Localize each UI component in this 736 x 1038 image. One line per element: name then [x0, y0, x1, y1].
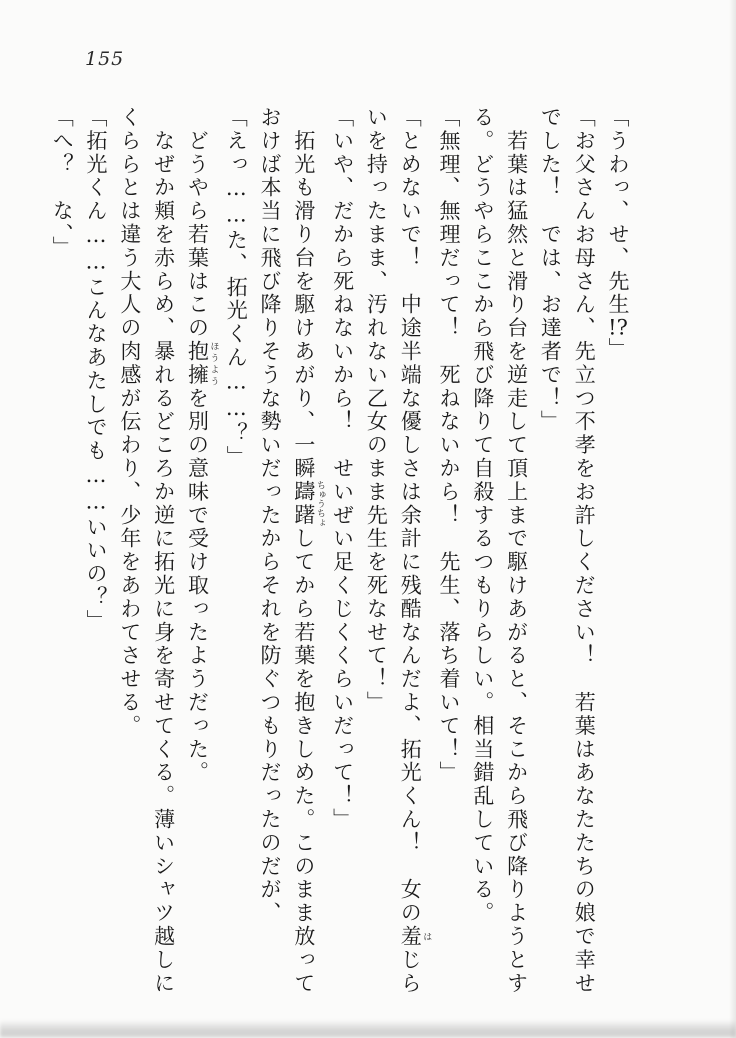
page-bottom-edge-shadow: [0, 1020, 736, 1038]
text-line: 「お父さんお母さん、先立つ不孝をお許しください！ 若葉はあなたたちの娘で幸せ: [572, 106, 597, 996]
text-line: なぜか頬を赤らめ、暴れるどころか逆に拓光に身を寄せてくる。薄いシャツ越しに: [151, 106, 176, 996]
text-line: る。どうやらここから飛び降りて自殺するつもりらしい。相当錯乱している。: [470, 106, 495, 925]
text-line: 「いや、だから死ねないから！ せいぜい足くじくくらいだって！」: [330, 106, 355, 832]
page-right-edge-shadow: [729, 0, 736, 1038]
text-line: いを持ったまま、汚れない乙女のまま先生を死なせて！」: [364, 106, 389, 715]
text-line: 「無理、無理だって！ 死ねないから！ 先生、落ち着いて！」: [437, 106, 462, 785]
text-line: 「へ？ な、」: [50, 106, 75, 260]
text-line: くららとは違う大人の肉感が伝わり、少年をあわてさせる。: [117, 106, 142, 738]
text-line: 拓光も滑り台を駆けあがり、一瞬躊躇 ちゅうちょしてから若葉を抱きしめた。このまま放って: [291, 106, 325, 996]
tatechuyoko-exclamation-question: !?: [608, 316, 628, 338]
page-number: 155: [85, 48, 125, 70]
text-line: でした！ では、お達者で！」: [538, 106, 563, 434]
text-line: 若葉は猛然と滑り台を逆走して頂上まで駆けあがると、そこから飛び降りようとす: [504, 106, 529, 996]
text-line: どうやら若葉はこの抱擁 ほうようを別の意味で受け取ったようだった。: [185, 106, 219, 785]
text-line: 「とめないで！ 中途半端な優しさは余計に残酷なんだよ、拓光くん！ 女の羞 はじら: [398, 106, 432, 996]
text-line: おけば本当に飛び降りそうな勢いだったからそれを防ぐつもりだったのだが、: [258, 106, 283, 925]
text-line: 「えっ……た、拓光くん……？」: [224, 106, 249, 469]
text-line: 「うわっ、せ、先生!?」: [606, 106, 630, 362]
text-line: 「拓光くん……こんなあたしでも……いいの？」: [84, 106, 109, 633]
vertical-text-block: [44, 106, 634, 1011]
